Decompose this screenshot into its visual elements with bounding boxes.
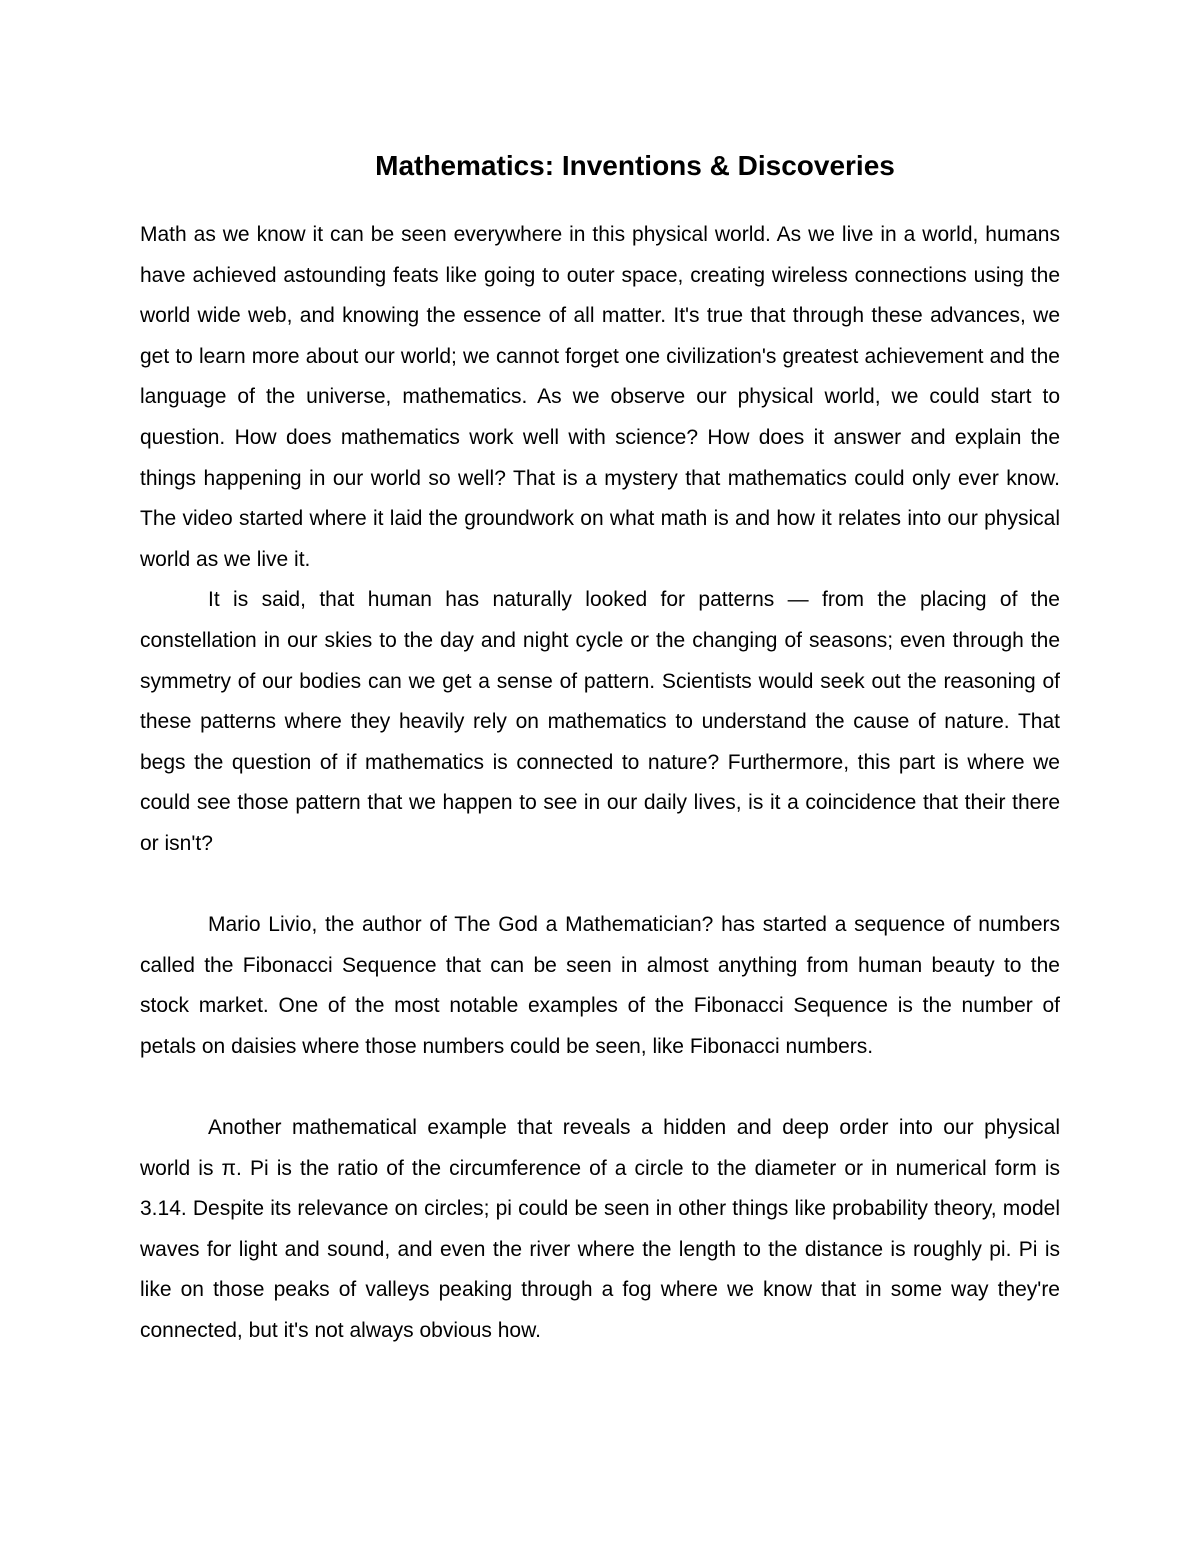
paragraph-intro: Math as we know it can be seen everywhere in this physical world. As we live in a world, humans have achieved astounding feats like going to outer space, creating wireless connections using the world wide web, and knowing the essence of all matter. It's true that through these advances, we get to learn more about our world; we cannot forget one civilization's greatest achievement and the language of the universe, mathematics. As we observe our physical world, we could start to question. How does mathematics work well with science? How does it answer and explain the things happening in our world so well? That is a mystery that mathematics could only ever know. The video started where it laid the groundwork on what math is and how it relates into our physical world as we live it. bbox=[140, 223, 1060, 571]
document-body bbox=[140, 215, 1060, 1352]
paragraph-pi: Another mathematical example that reveals a hidden and deep order into our physical world is π. Pi is the ratio of the circumference of a circle to the diameter or in numerical form is 3.14. Despite its relevance on circles; pi could be seen in other things like probability theory, model waves for light and sound, and even the river where the length to the distance is roughly pi. Pi is like on those peaks of valleys peaking through a fog where we know that in some way they're connected, but it's not always obvious how. bbox=[140, 1116, 1060, 1343]
paragraph-patterns: It is said, that human has naturally looked for patterns — from the placing of the constellation in our skies to the day and night cycle or the changing of seasons; even through the symmetry of our bodies can we get a sense of pattern. Scientists would seek out the reasoning of these patterns where they heavily rely on mathematics to understand the cause of nature. That begs the question of if mathematics is connected to nature? Furthermore, this part is where we could see those pattern that we happen to see in our daily lives, is it a coincidence that their there or isn't? bbox=[140, 588, 1060, 855]
document-title: Mathematics: Inventions & Discoveries bbox=[375, 150, 895, 181]
paragraph-fibonacci: Mario Livio, the author of The God a Mathematician? has started a sequence of numbers called the Fibonacci Sequence that can be seen in almost anything from human beauty to the stock market. One of the most notable examples of the Fibonacci Sequence is the number of petals on daisies where those numbers could be seen, like Fibonacci numbers. bbox=[140, 913, 1060, 1058]
